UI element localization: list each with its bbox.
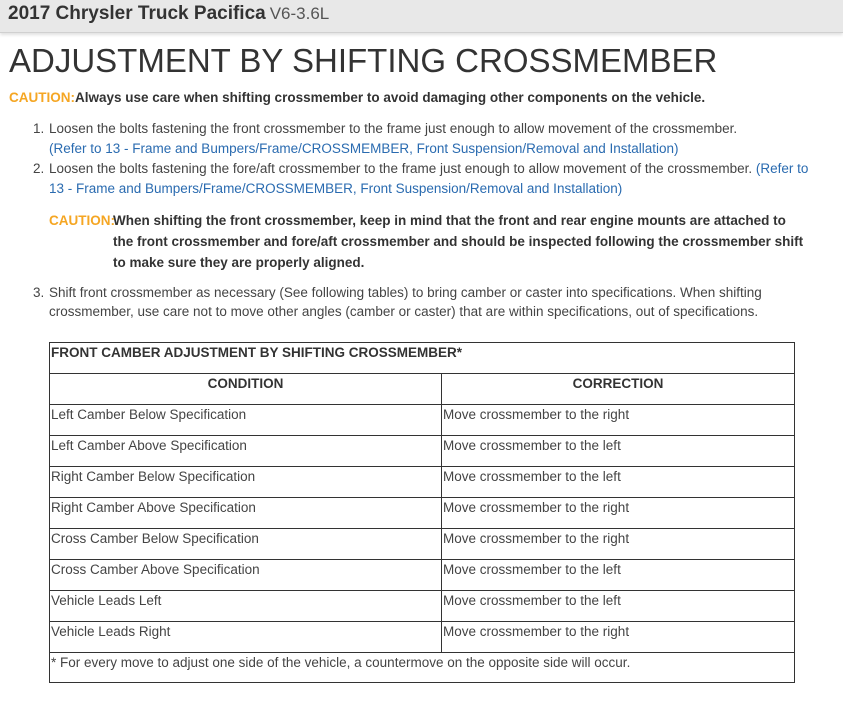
correction-cell: Move crossmember to the right	[442, 529, 795, 560]
table-row	[50, 405, 795, 436]
reference-link[interactable]: (Refer to 13 - Frame and Bumpers/Frame/CROSSMEMBER, Front Suspension/Removal and Installation)	[49, 141, 679, 156]
step-text: Loosen the bolts fastening the fore/aft crossmember to the frame just enough to allow movement of the crossmember.	[49, 161, 753, 176]
correction-cell: Move crossmember to the right	[442, 498, 795, 529]
column-header-correction: CORRECTION	[442, 374, 795, 405]
vehicle-title	[8, 3, 329, 25]
table-row	[50, 622, 795, 653]
condition-cell: Right Camber Below Specification	[50, 467, 442, 498]
reference-link[interactable]: (Refer to 13 - Frame and Bumpers/Frame/CROSSMEMBER, Front Suspension/Removal and Installation)	[49, 161, 809, 196]
table-row	[50, 498, 795, 529]
vehicle-name: 2017 Chrysler Truck Pacifica	[8, 3, 266, 24]
table-row	[50, 560, 795, 591]
caution-note-mid	[49, 210, 809, 273]
condition-cell: Cross Camber Below Specification	[50, 529, 442, 560]
correction-cell: Move crossmember to the left	[442, 591, 795, 622]
engine-spec: V6-3.6L	[269, 4, 330, 23]
table-row	[50, 467, 795, 498]
step-text: Shift front crossmember as necessary (See following tables) to bring camber or caster into specifications. When shifting crossmember, use care not to move other angles (camber or caster) that are within specifications, out of specifications.	[49, 285, 762, 319]
step-number: 1.	[33, 121, 45, 136]
step-3	[33, 283, 779, 321]
caution-note-top	[9, 90, 705, 105]
caution-text: Always use care when shifting crossmember to avoid damaging other components on the vehicle.	[75, 90, 706, 105]
step-1	[33, 119, 809, 159]
condition-cell: Left Camber Below Specification	[50, 405, 442, 436]
condition-cell: Vehicle Leads Left	[50, 591, 442, 622]
camber-adjustment-table	[49, 342, 795, 683]
table-row	[50, 529, 795, 560]
condition-cell: Left Camber Above Specification	[50, 436, 442, 467]
vehicle-header-bar	[0, 0, 843, 33]
column-header-condition: CONDITION	[50, 374, 442, 405]
condition-cell: Cross Camber Above Specification	[50, 560, 442, 591]
step-text: Loosen the bolts fastening the front crossmember to the frame just enough to allow movement of the crossmember.	[49, 121, 738, 136]
table-title: FRONT CAMBER ADJUSTMENT BY SHIFTING CROSSMEMBER*	[50, 343, 795, 374]
caution-label: CAUTION:	[9, 90, 75, 105]
condition-cell: Vehicle Leads Right	[50, 622, 442, 653]
correction-cell: Move crossmember to the right	[442, 622, 795, 653]
page-title: ADJUSTMENT BY SHIFTING CROSSMEMBER	[9, 42, 718, 79]
table-footnote: * For every move to adjust one side of the vehicle, a countermove on the opposite side will occur.	[50, 653, 795, 683]
table-row	[50, 591, 795, 622]
correction-cell: Move crossmember to the right	[442, 405, 795, 436]
correction-cell: Move crossmember to the left	[442, 436, 795, 467]
correction-cell: Move crossmember to the left	[442, 467, 795, 498]
correction-cell: Move crossmember to the left	[442, 560, 795, 591]
step-2	[33, 159, 819, 199]
caution-label: CAUTION:	[49, 213, 115, 228]
step-number: 3.	[33, 285, 45, 300]
step-number: 2.	[33, 161, 45, 176]
table-row	[50, 436, 795, 467]
caution-text: When shifting the front crossmember, keep in mind that the front and rear engine mounts are attached to the front crossmember and fore/aft crossmember and should be inspected following the crossmember shift to make sure they are properly aligned.	[113, 213, 804, 270]
condition-cell: Right Camber Above Specification	[50, 498, 442, 529]
